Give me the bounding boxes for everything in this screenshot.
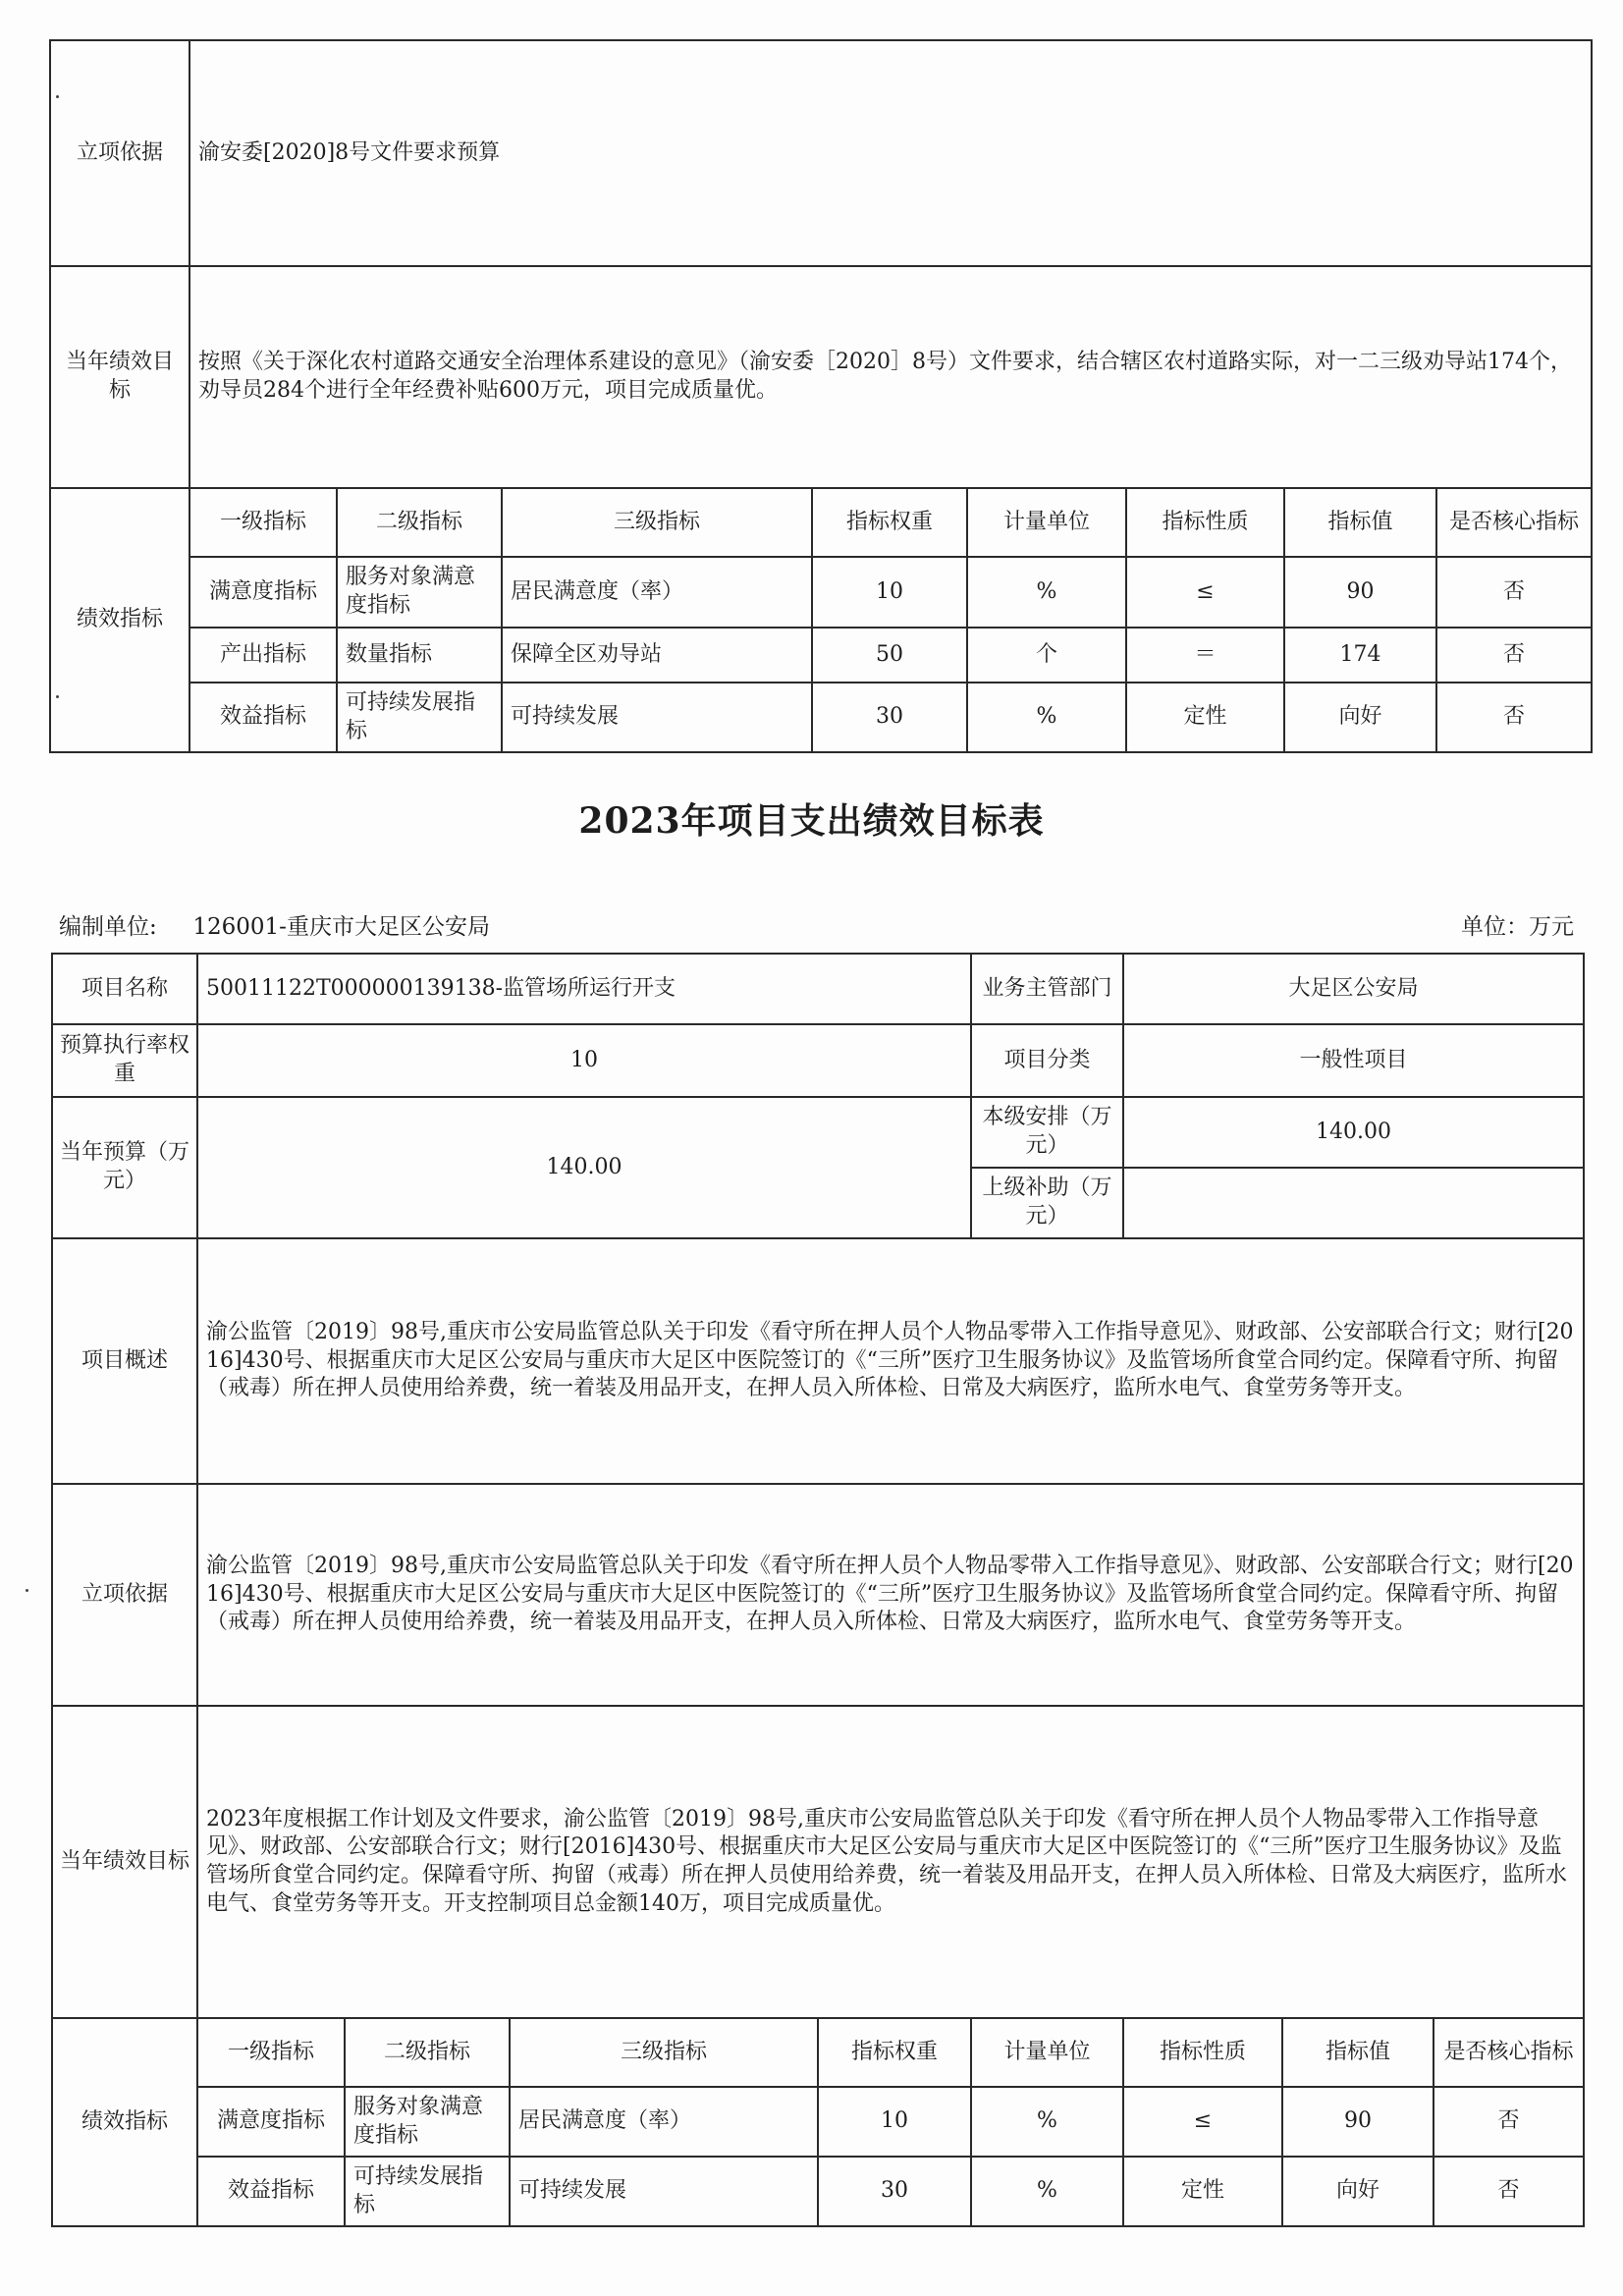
header-cell: 指标性质: [1126, 488, 1284, 557]
table-row: [50, 628, 1592, 683]
cell: 否: [1436, 557, 1592, 628]
header-cell: 一级指标: [189, 488, 337, 557]
local-value: 140.00: [1123, 1097, 1584, 1168]
header-cell: 二级指标: [337, 488, 502, 557]
cell: 数量指标: [337, 628, 502, 683]
overview-text: 渝公监管〔2019〕98号,重庆市公安局监管总队关于印发《看守所在押人员个人物品零带入工作指导意见》、财政部、公安部联合行文；财行[2016]430号、根据重庆市大足区公安局与重庆市大足区中医院签订的《“三所”医疗卫生服务协议》及监管场所食堂合同约定。保障看守所、拘留（戒毒）所在押人员使用给养费，统一着装及用品开支，在押人员入所体检、日常及大病医疗，监所水电气、食堂劳务等开支。: [197, 1238, 1584, 1484]
cell: 保障全区劝导站: [502, 628, 812, 683]
header-cell: 是否核心指标: [1436, 488, 1592, 557]
cell: 可持续发展: [510, 2157, 818, 2226]
header-cell: 二级指标: [345, 2018, 510, 2087]
dept-value: 大足区公安局: [1123, 954, 1584, 1024]
header-cell: 计量单位: [967, 488, 1126, 557]
compiling-unit-value: 126001-重庆市大足区公安局: [192, 914, 490, 940]
goal2-label: 当年绩效目标: [52, 1706, 197, 2018]
cell: 效益指标: [189, 683, 337, 752]
cell: 向好: [1282, 2157, 1434, 2226]
budget-value: 140.00: [197, 1097, 971, 1238]
cell: 产出指标: [189, 628, 337, 683]
cell: 居民满意度（率）: [510, 2087, 818, 2157]
cell: 可持续发展指标: [345, 2157, 510, 2226]
cell: 定性: [1123, 2157, 1282, 2226]
cell: 定性: [1126, 683, 1284, 752]
header-cell: 三级指标: [502, 488, 812, 557]
upper-label: 上级补助（万元）: [971, 1168, 1123, 1238]
cell: %: [971, 2087, 1123, 2157]
basis2-text: 渝公监管〔2019〕98号,重庆市公安局监管总队关于印发《看守所在押人员个人物品零带入工作指导意见》、财政部、公安部联合行文；财行[2016]430号、根据重庆市大足区公安局与重庆市大足区中医院签订的《“三所”医疗卫生服务协议》及监管场所食堂合同约定。保障看守所、拘留（戒毒）所在押人员使用给养费，统一着装及用品开支，在押人员入所体检、日常及大病医疗，监所水电气、食堂劳务等开支。: [197, 1484, 1584, 1706]
cell: 居民满意度（率）: [502, 557, 812, 628]
scan-speck: [56, 695, 59, 698]
basis-label: 立项依据: [50, 40, 189, 266]
cell: 满意度指标: [189, 557, 337, 628]
cell: 可持续发展: [502, 683, 812, 752]
cell: 否: [1434, 2087, 1584, 2157]
header-cell: 是否核心指标: [1434, 2018, 1584, 2087]
cell: 服务对象满意度指标: [337, 557, 502, 628]
cell: %: [971, 2157, 1123, 2226]
cell: %: [967, 557, 1126, 628]
cell: %: [967, 683, 1126, 752]
cell: 向好: [1284, 683, 1436, 752]
table-row: [50, 683, 1592, 752]
compiling-unit: [59, 908, 490, 941]
local-label: 本级安排（万元）: [971, 1097, 1123, 1168]
category-value: 一般性项目: [1123, 1024, 1584, 1097]
cell: ≤: [1123, 2087, 1282, 2157]
header-cell: 指标值: [1284, 488, 1436, 557]
category-label: 项目分类: [971, 1024, 1123, 1097]
cell: 30: [818, 2157, 971, 2226]
scan-speck: [56, 95, 59, 98]
cell: 90: [1284, 557, 1436, 628]
cell: 个: [967, 628, 1126, 683]
cell: 174: [1284, 628, 1436, 683]
project-name: 50011122T000000139138-监管场所运行开支: [197, 954, 971, 1024]
exec-weight-label: 预算执行率权重: [52, 1024, 197, 1097]
cell: 否: [1436, 628, 1592, 683]
goal-label: 当年绩效目标: [50, 266, 189, 488]
header-cell: 指标权重: [812, 488, 967, 557]
header-cell: 指标值: [1282, 2018, 1434, 2087]
cell: 10: [818, 2087, 971, 2157]
project-goal-table: [51, 953, 1585, 2227]
header-cell: 指标性质: [1123, 2018, 1282, 2087]
cell: 否: [1436, 683, 1592, 752]
page-title: 2023年项目支出绩效目标表: [578, 800, 1045, 842]
cell: 30: [812, 683, 967, 752]
basis-text: 渝安委[2020]8号文件要求预算: [189, 40, 1592, 266]
cell: 可持续发展指标: [337, 683, 502, 752]
basis2-label: 立项依据: [52, 1484, 197, 1706]
upper-value: [1123, 1168, 1584, 1238]
cell: ≤: [1126, 557, 1284, 628]
exec-weight-value: 10: [197, 1024, 971, 1097]
cell: ＝: [1126, 628, 1284, 683]
header-cell: 一级指标: [197, 2018, 345, 2087]
budget-label: 当年预算（万元）: [52, 1097, 197, 1238]
cell: 服务对象满意度指标: [345, 2087, 510, 2157]
header-cell: 指标权重: [818, 2018, 971, 2087]
overview-label: 项目概述: [52, 1238, 197, 1484]
table-row: [52, 2157, 1584, 2226]
project-name-label: 项目名称: [52, 954, 197, 1024]
header-cell: 计量单位: [971, 2018, 1123, 2087]
dept-label: 业务主管部门: [971, 954, 1123, 1024]
table-row: [50, 557, 1592, 628]
cell: 50: [812, 628, 967, 683]
indicators2-label: 绩效指标: [52, 2018, 197, 2226]
prev-project-table: [49, 39, 1593, 753]
goal-text: 按照《关于深化农村道路交通安全治理体系建设的意见》（渝安委［2020］8号）文件要求，结合辖区农村道路实际，对一二三级劝导站174个，劝导员284个进行全年经费补贴600万元，项目完成质量优。: [189, 266, 1592, 488]
header-cell: 三级指标: [510, 2018, 818, 2087]
cell: 10: [812, 557, 967, 628]
cell: 满意度指标: [197, 2087, 345, 2157]
indicators-label: 绩效指标: [50, 488, 189, 752]
goal2-text: 2023年度根据工作计划及文件要求，渝公监管〔2019〕98号,重庆市公安局监管总队关于印发《看守所在押人员个人物品零带入工作指导意见》、财政部、公安部联合行文；财行[2016]430号、根据重庆市大足区公安局与重庆市大足区中医院签订的《“三所”医疗卫生服务协议》及监管场所食堂合同约定。保障看守所、拘留（戒毒）所在押人员使用给养费，统一着装及用品开支，在押人员入所体检、日常及大病医疗，监所水电气、食堂劳务等开支。开支控制项目总金额140万，项目完成质量优。: [197, 1706, 1584, 2018]
cell: 90: [1282, 2087, 1434, 2157]
scan-speck: [26, 1589, 28, 1592]
cell: 否: [1434, 2157, 1584, 2226]
money-unit: 单位：万元: [1461, 914, 1574, 940]
cell: 效益指标: [197, 2157, 345, 2226]
compiling-unit-label: 编制单位:: [59, 914, 157, 940]
table-row: [52, 2087, 1584, 2157]
